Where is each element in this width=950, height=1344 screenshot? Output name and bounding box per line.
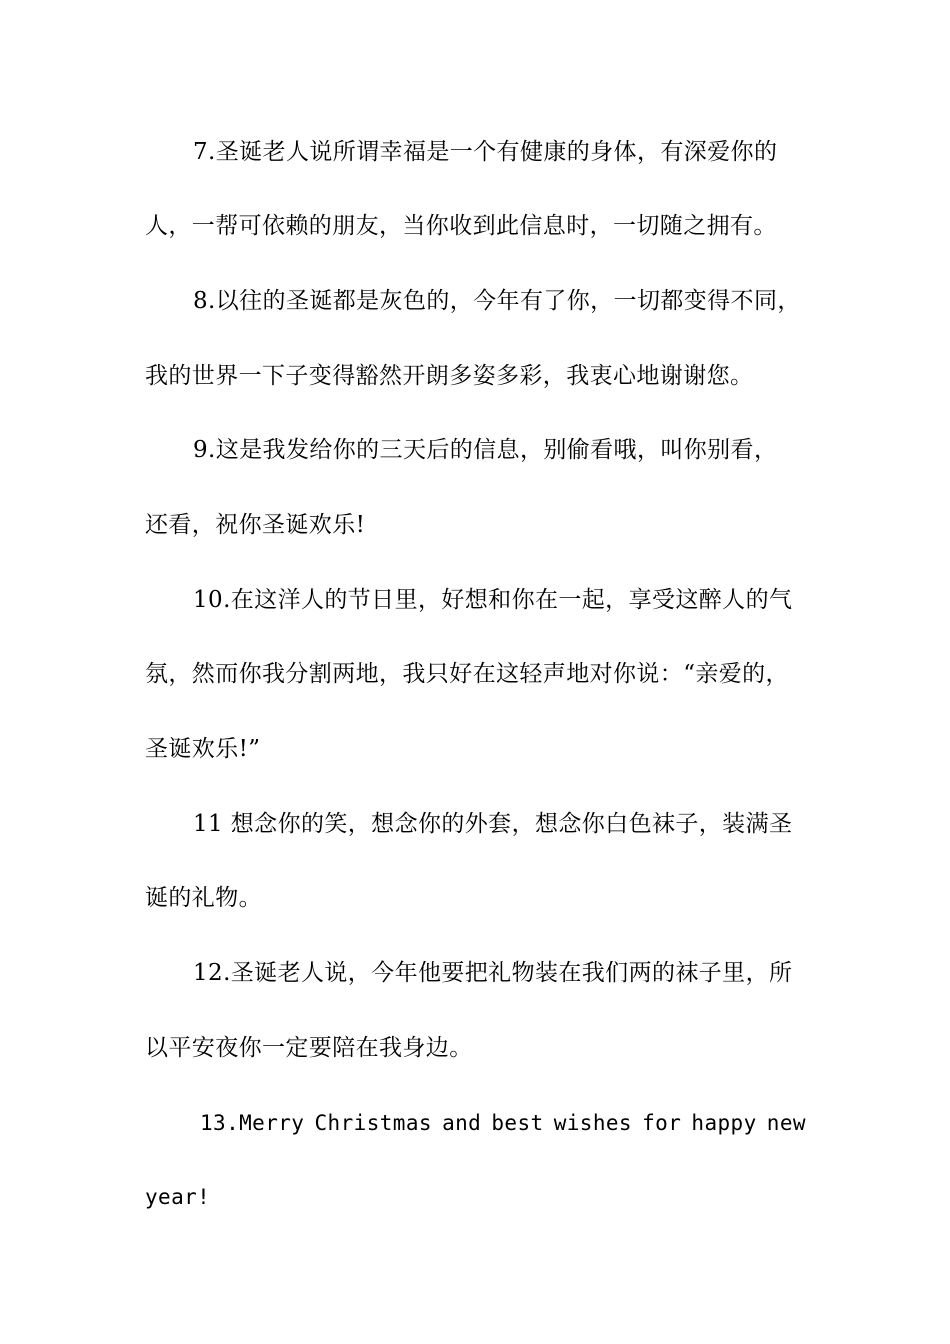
paragraph-8-line-2: 我的世界一下子变得豁然开朗多姿多彩，我衷心地谢谢您。 bbox=[145, 363, 754, 389]
paragraph-12-line-2: 以平安夜你一定要陪在我身边。 bbox=[145, 1035, 473, 1061]
paragraph-13-word: wishes bbox=[553, 1111, 632, 1135]
paragraph-8-line-1: 8.以往的圣诞都是灰色的，今年有了你，一切都变得不同， bbox=[193, 288, 801, 314]
paragraph-10-line-3: 圣诞欢乐!” bbox=[145, 736, 261, 762]
paragraph-7-line-2: 人，一帮可依赖的朋友，当你收到此信息时，一切随之拥有。 bbox=[145, 213, 777, 239]
paragraph-9-line-2: 还看，祝你圣诞欢乐! bbox=[145, 512, 366, 538]
paragraph-10-line-1: 10.在这洋人的节日里，好想和你在一起，享受这醉人的气 bbox=[193, 587, 793, 613]
paragraph-13-word: 13.Merry bbox=[200, 1111, 305, 1135]
paragraph-9-line-1: 9.这是我发给你的三天后的信息，别偷看哦，叫你别看， bbox=[193, 437, 778, 463]
paragraph-13-word: best bbox=[491, 1111, 544, 1135]
paragraph-11-line-1: 11 想念你的笑，想念你的外套，想念你白色袜子，装满圣 bbox=[193, 811, 793, 837]
paragraph-13-word: Christmas bbox=[314, 1111, 432, 1135]
paragraph-13-word: happy bbox=[691, 1111, 757, 1135]
paragraph-13-line-2: year! bbox=[145, 1185, 211, 1209]
paragraph-13-word: for bbox=[642, 1111, 682, 1135]
paragraph-13-word: and bbox=[442, 1111, 482, 1135]
paragraph-12-line-1: 12.圣诞老人说，今年他要把礼物装在我们两的袜子里，所 bbox=[193, 960, 793, 986]
paragraph-13-word: new bbox=[766, 1111, 806, 1135]
paragraph-13-line-1 bbox=[200, 1108, 806, 1138]
paragraph-10-line-2: 氛，然而你我分割两地，我只好在这轻声地对你说：“亲爱的， bbox=[145, 661, 789, 687]
paragraph-7-line-1: 7.圣诞老人说所谓幸福是一个有健康的身体，有深爱你的 bbox=[193, 139, 778, 165]
paragraph-11-line-2: 诞的礼物。 bbox=[145, 885, 262, 911]
